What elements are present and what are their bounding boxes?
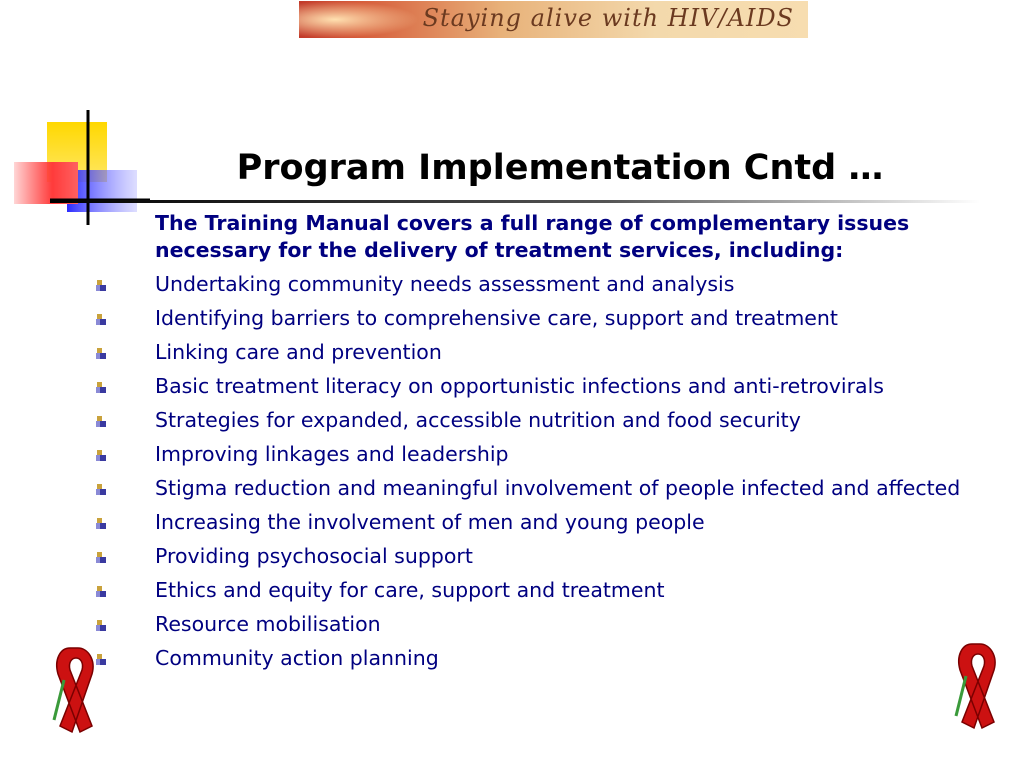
intro-text: The Training Manual covers a full range of complementary issues necessary for the delivery of treatment services, including:: [155, 211, 910, 262]
item-text: Identifying barriers to comprehensive care, support and treatment: [155, 306, 838, 330]
banner-glow: [299, 1, 419, 38]
item-text: Improving linkages and leadership: [155, 442, 509, 466]
bullet-icon: [96, 620, 106, 631]
item-text: Stigma reduction and meaningful involvement of people infected and affected: [155, 476, 961, 500]
bullet-icon: [96, 484, 106, 495]
list-item: [155, 304, 987, 332]
red-ribbon-icon: [40, 640, 110, 740]
list-item: [155, 576, 987, 604]
bullet-icon: [96, 382, 106, 393]
list-item: [155, 338, 987, 366]
list-item: [155, 542, 987, 570]
list-item: [155, 508, 987, 536]
bullet-icon: [96, 314, 106, 325]
bullet-icon: [96, 280, 106, 291]
red-ribbon-icon: [942, 636, 1012, 736]
bullet-icon: [96, 348, 106, 359]
list-item: [155, 440, 987, 468]
bullet-icon: [96, 518, 106, 529]
item-text: Basic treatment literacy on opportunistic infections and anti-retrovirals: [155, 374, 884, 398]
bullet-icon: [96, 416, 106, 427]
item-text: Providing psychosocial support: [155, 544, 473, 568]
bullet-list: [155, 270, 987, 672]
item-text: Community action planning: [155, 646, 439, 670]
item-text: Linking care and prevention: [155, 340, 442, 364]
list-item: [155, 270, 987, 298]
slide-content: [155, 210, 987, 678]
bullet-icon: [96, 450, 106, 461]
red-square: [14, 162, 78, 204]
title-rule: [50, 200, 980, 203]
item-text: Ethics and equity for care, support and treatment: [155, 578, 665, 602]
header-banner: [299, 1, 808, 38]
item-text: Resource mobilisation: [155, 612, 381, 636]
list-item: [155, 372, 987, 400]
bullet-icon: [96, 586, 106, 597]
list-item: [155, 406, 987, 434]
item-text: Undertaking community needs assessment and analysis: [155, 272, 735, 296]
list-item: [155, 644, 987, 672]
slide-title: Program Implementation Cntd …: [236, 148, 884, 188]
bullet-icon: [96, 552, 106, 563]
list-item: [155, 610, 987, 638]
banner-text: Staying alive with HIV/AIDS: [422, 4, 794, 32]
decorative-squares: [0, 100, 160, 230]
list-item: [155, 474, 987, 502]
item-text: Strategies for expanded, accessible nutrition and food security: [155, 408, 801, 432]
item-text: Increasing the involvement of men and young people: [155, 510, 705, 534]
